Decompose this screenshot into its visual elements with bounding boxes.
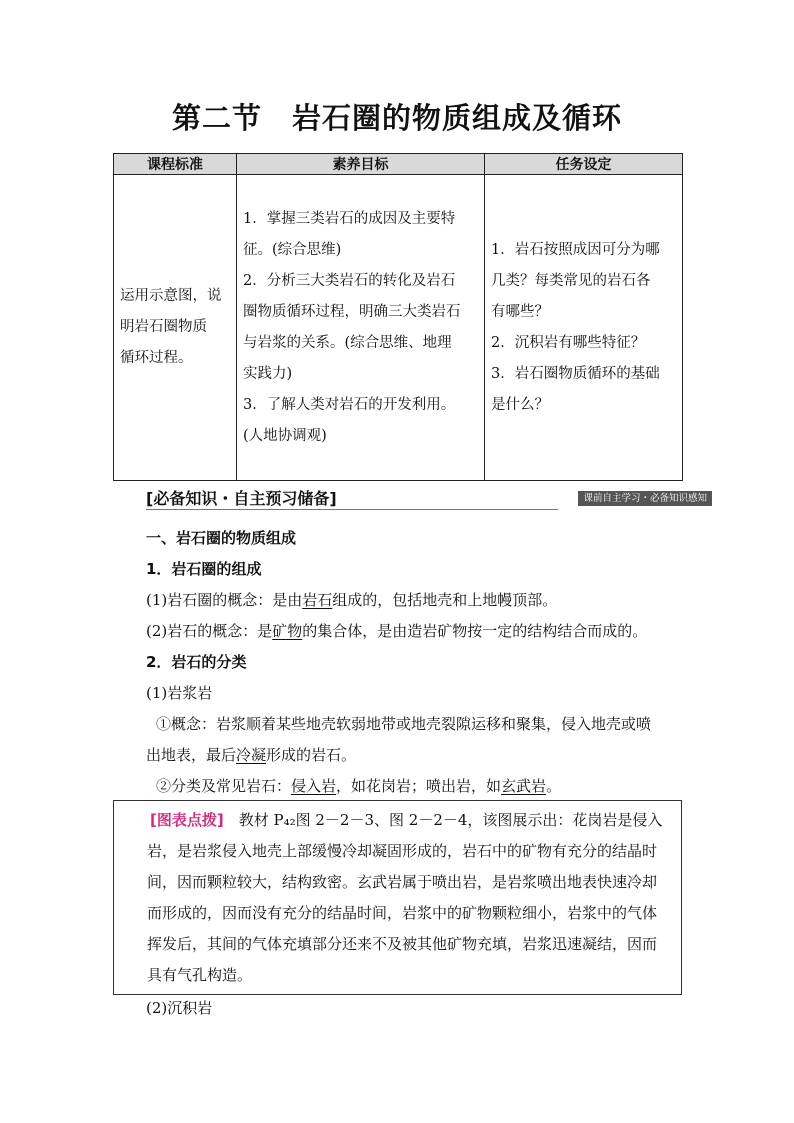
cell-line: 运用示意图，说 xyxy=(120,288,222,304)
header-task-setting: 任务设定 xyxy=(485,154,683,175)
heading-rock-classification: 2．岩石的分类 xyxy=(146,653,247,671)
section-number: 第二节 xyxy=(171,101,262,135)
note-line: 具有气孔构造。 xyxy=(147,966,253,984)
table-header-row xyxy=(114,154,683,175)
cell-line: 实践力) xyxy=(243,365,293,382)
note-tag: [图表点拨] xyxy=(150,811,224,829)
section-divider xyxy=(146,509,558,510)
note-line: 而形成的，因而没有充分的结晶时间，岩浆中的矿物颗粒细小，岩浆中的气体 xyxy=(147,904,658,922)
curriculum-standard-cell xyxy=(114,175,237,481)
underlined-answer: 岩石 xyxy=(302,591,333,609)
literacy-goals-cell xyxy=(237,175,485,481)
table-row xyxy=(114,175,683,481)
underlined-answer: 侵入岩 xyxy=(291,777,337,795)
page-title xyxy=(0,96,794,137)
header-literacy-goals: 素养目标 xyxy=(237,154,485,175)
note-line: 岩，是岩浆侵入地壳上部缓慢冷却凝固形成的，岩石中的矿物有充分的结晶时 xyxy=(147,842,658,860)
text-run: 。 xyxy=(546,777,562,795)
objectives-table xyxy=(113,153,683,481)
section-title: [必备知识・自主预习储备] xyxy=(146,489,337,508)
subheading-sedimentary-rock: (2)沉积岩 xyxy=(146,999,213,1017)
cell-line: 征。(综合思维) xyxy=(243,241,342,258)
heading-composition: 1．岩石圈的组成 xyxy=(146,560,262,578)
underlined-answer: 冷凝 xyxy=(236,746,267,764)
text-run: ，如花岗岩；喷出岩，如 xyxy=(336,777,502,795)
paragraph-igneous-concept-cont xyxy=(146,744,356,765)
note-first-line xyxy=(150,809,662,830)
cell-line: 2．分析三大类岩石的转化及岩石 xyxy=(243,272,456,289)
cell-line: 有哪些？ xyxy=(491,303,549,320)
underlined-answer: 玄武岩 xyxy=(501,777,547,795)
paragraph-igneous-types xyxy=(156,775,561,796)
section-tag: 课前自主学习・必备知识感知 xyxy=(578,491,712,506)
text-run: (2)岩石的概念：是 xyxy=(146,622,273,640)
cell-line: 与岩浆的关系。(综合思维、地理 xyxy=(243,334,452,351)
cell-line: 3．了解人类对岩石的开发利用。 xyxy=(243,396,456,413)
paragraph-lithosphere-concept xyxy=(146,589,557,610)
note-line: 间，因而颗粒较大，结构致密。玄武岩属于喷出岩，是岩浆喷出地表快速冷却 xyxy=(147,873,658,891)
header-curriculum-standard: 课程标准 xyxy=(114,154,237,175)
text-run: 组成的，包括地壳和上地幔顶部。 xyxy=(332,591,558,609)
cell-line: 循环过程。 xyxy=(120,350,193,366)
cell-line: 几类？每类常见的岩石各 xyxy=(491,272,651,289)
section-name: 岩石圈的物质组成及循环 xyxy=(292,101,623,135)
paragraph-rock-concept xyxy=(146,620,647,641)
cell-line: 圈物质循环过程，明确三大类岩石 xyxy=(243,303,461,320)
heading-material-composition: 一、岩石圈的物质组成 xyxy=(146,529,297,547)
note-line: 挥发后，其间的气体充填部分还来不及被其他矿物充填，岩浆迅速凝结，因而 xyxy=(147,935,658,953)
cell-line: 1．掌握三类岩石的成因及主要特 xyxy=(243,210,456,227)
text-run: ②分类及常见岩石： xyxy=(156,777,292,795)
cell-line: 1．岩石按照成因可分为哪 xyxy=(491,241,660,258)
text-run: 出地表，最后 xyxy=(146,746,237,764)
paragraph-igneous-concept: ①概念：岩浆顺着某些地壳软弱地带或地壳裂隙运移和聚集，侵入地壳或喷 xyxy=(156,715,652,733)
text-run: 的集合体，是由造岩矿物按一定的结构结合而成的。 xyxy=(302,622,648,640)
cell-line: 是什么？ xyxy=(491,396,549,413)
text-run: 教材 P₄₂图 2－2－3、图 2－2－4，该图展示出：花岗岩是侵入 xyxy=(223,811,663,829)
cell-line: 2．沉积岩有哪些特征？ xyxy=(491,334,646,351)
cell-line: 3．岩石圈物质循环的基础 xyxy=(491,365,660,382)
task-setting-cell xyxy=(485,175,683,481)
text-run: (1)岩石圈的概念：是由 xyxy=(146,591,303,609)
subheading-igneous-rock: (1)岩浆岩 xyxy=(146,684,213,702)
text-run: 形成的岩石。 xyxy=(266,746,357,764)
section-header xyxy=(146,486,712,510)
cell-line: 明岩石圈物质 xyxy=(120,319,207,335)
chart-tip-box xyxy=(113,800,682,995)
cell-line: (人地协调观) xyxy=(243,427,327,444)
underlined-answer: 矿物 xyxy=(272,622,303,640)
